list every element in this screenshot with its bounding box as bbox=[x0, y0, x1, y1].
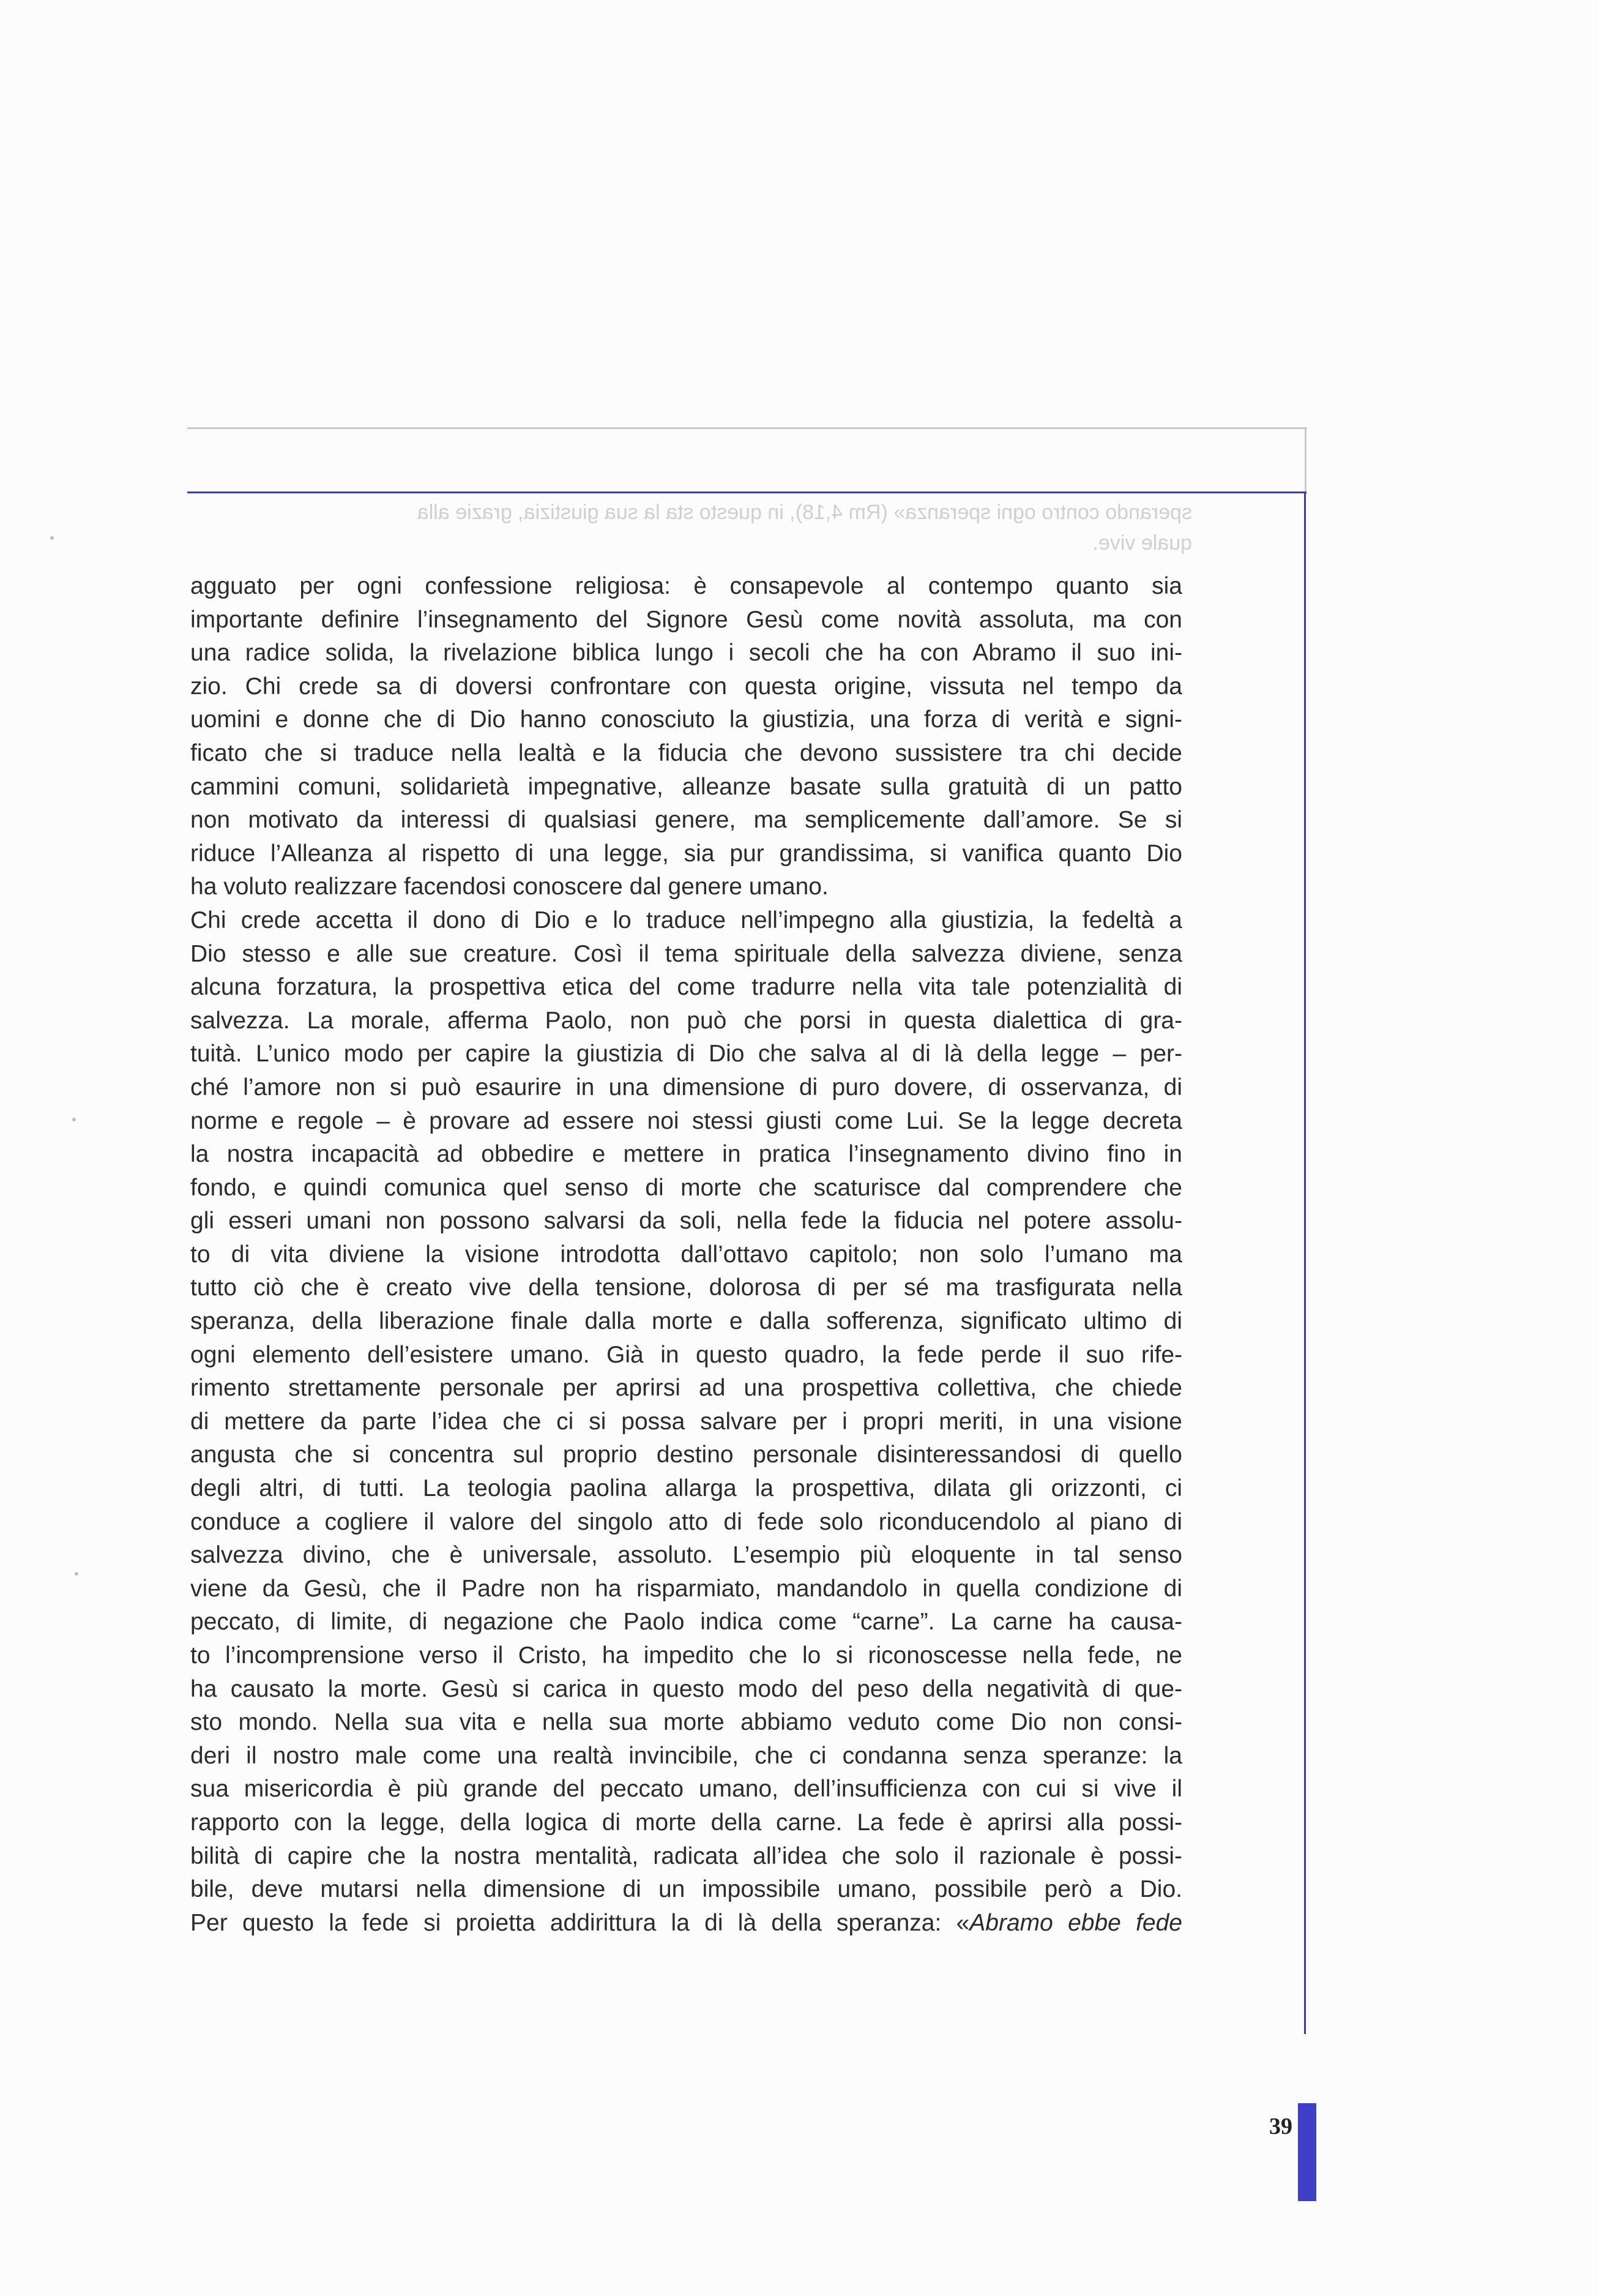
text-line: non motivato da interessi di qualsiasi genere, ma semplicemente dall’amore. Se si bbox=[190, 807, 1182, 834]
text-line: agguato per ogni confessione religiosa: è consapevole al contempo quanto sia bbox=[190, 573, 1182, 599]
text-line: norme e regole – è provare ad essere noi stessi giusti come Lui. Se la legge decreta bbox=[190, 1107, 1182, 1134]
bleed-line: quale vive. bbox=[1092, 531, 1192, 555]
text-line: salvezza. La morale, afferma Paolo, non può che porsi in questa dialettica di gra- bbox=[190, 1007, 1182, 1034]
bleed-line: sperando contro ogni speranza» (Rm 4,18), in questo sta la sua giustizia, grazie alla bbox=[417, 501, 1192, 524]
text-line: peccato, di limite, di negazione che Paolo indica come “carne”. La carne ha causa- bbox=[190, 1609, 1182, 1636]
text-line: la nostra incapacità ad obbedire e mettere in pratica l’insegnamento divino fino in bbox=[190, 1141, 1182, 1168]
text-line: bilità di capire che la nostra mentalità, radicata all’idea che solo il razionale è possi- bbox=[190, 1842, 1182, 1869]
margin-mark bbox=[72, 1118, 76, 1121]
text-line: deri il nostro male come una realtà invincibile, che ci condanna senza speranze: la bbox=[190, 1742, 1182, 1769]
text-line: ogni elemento dell’esistere umano. Già in questo quadro, la fede perde il suo rife- bbox=[190, 1341, 1182, 1368]
margin-mark bbox=[50, 536, 54, 540]
text-line: ha voluto realizzare facendosi conoscere dal genere umano. bbox=[190, 873, 829, 900]
text-line: Chi crede accetta il dono di Dio e lo traduce nell’impegno alla giustizia, la fedeltà a bbox=[190, 907, 1182, 933]
text-line: sua misericordia è più grande del peccato umano, dell’insufficienza con cui si vive il bbox=[190, 1776, 1182, 1803]
text-line: ché l’amore non si può esaurire in una dimensione di puro dovere, di osservanza, di bbox=[190, 1074, 1182, 1101]
text-line: salvezza divino, che è universale, assoluto. L’esempio più eloquente in tal senso bbox=[190, 1542, 1182, 1569]
text-line: bile, deve mutarsi nella dimensione di un impossibile umano, possibile però a Dio. bbox=[190, 1876, 1182, 1903]
text-line: gli esseri umani non possono salvarsi da soli, nella fede la fiducia nel potere assolu- bbox=[190, 1208, 1182, 1235]
text-line: conduce a cogliere il valore del singolo atto di fede solo riconducendolo al piano di bbox=[190, 1508, 1182, 1535]
text-line: to l’incomprensione verso il Cristo, ha impedito che lo si riconoscesse nella fede, ne bbox=[190, 1642, 1182, 1669]
text-line: importante definire l’insegnamento del Signore Gesù come novità assoluta, ma con bbox=[190, 606, 1182, 633]
text-line: di mettere da parte l’idea che ci si possa salvare per i propri meriti, in una visione bbox=[190, 1408, 1182, 1435]
text-line: una radice solida, la rivelazione biblica lungo i secoli che ha con Abramo il suo ini- bbox=[190, 640, 1182, 667]
final-line-text: Per questo la fede si proietta addirittura la di là della speranza: « bbox=[190, 1909, 970, 1936]
text-line: speranza, della liberazione finale dalla morte e dalla sofferenza, significato ultimo di bbox=[190, 1308, 1182, 1335]
header-rule-blue bbox=[187, 492, 1306, 493]
header-rule-gray bbox=[187, 427, 1307, 429]
text-line-final bbox=[190, 1907, 1182, 1940]
text-line: degli altri, di tutti. La teologia paolina allarga la prospettiva, dilata gli orizzonti, ci bbox=[190, 1475, 1182, 1502]
body-text bbox=[190, 570, 1182, 1940]
page-number: 39 bbox=[1269, 2114, 1292, 2139]
text-line: cammini comuni, solidarietà impegnative, alleanze basate sulla gratuità di un patto bbox=[190, 773, 1182, 800]
text-line: rimento strettamente personale per aprirsi ad una prospettiva collettiva, che chiede bbox=[190, 1375, 1182, 1402]
text-line: uomini e donne che di Dio hanno conosciuto la giustizia, una forza di verità e signi- bbox=[190, 706, 1182, 733]
text-line: zio. Chi crede sa di doversi confrontare con questa origine, vissuta nel tempo da bbox=[190, 673, 1182, 700]
text-line: alcuna forzatura, la prospettiva etica del come tradurre nella vita tale potenzialità di bbox=[190, 974, 1182, 1001]
text-line: angusta che si concentra sul proprio destino personale disinteressandosi di quello bbox=[190, 1442, 1182, 1468]
text-line: rapporto con la legge, della logica di morte della carne. La fede è aprirsi alla possi- bbox=[190, 1809, 1182, 1836]
text-line: viene da Gesù, che il Padre non ha risparmiato, mandandolo in quella condizione di bbox=[190, 1575, 1182, 1602]
text-line: tuità. L’unico modo per capire la giustizia di Dio che salva al di là della legge – per- bbox=[190, 1041, 1182, 1068]
text-line: tutto ciò che è creato vive della tensione, dolorosa di per sé ma trasfigurata nella bbox=[190, 1274, 1182, 1301]
margin-mark bbox=[75, 1572, 78, 1576]
page-edge-tab bbox=[1298, 2103, 1316, 2201]
text-line: fondo, e quindi comunica quel senso di morte che scaturisce dal comprendere che bbox=[190, 1174, 1182, 1201]
final-line-italic: Abramo ebbe fede bbox=[969, 1909, 1182, 1936]
bleed-through-text bbox=[188, 497, 1192, 558]
text-line: ficato che si traduce nella lealtà e la fiducia che devono sussistere tra chi decide bbox=[190, 739, 1182, 766]
margin-rule-blue bbox=[1304, 492, 1306, 2034]
text-line: Dio stesso e alle sue creature. Così il tema spirituale della salvezza diviene, senza bbox=[190, 940, 1182, 967]
text-line: sto mondo. Nella sua vita e nella sua morte abbiamo veduto come Dio non consi- bbox=[190, 1709, 1182, 1736]
text-line: to di vita diviene la visione introdotta dall’ottavo capitolo; non solo l’umano ma bbox=[190, 1241, 1182, 1268]
text-line: ha causato la morte. Gesù si carica in questo modo del peso della negatività di que- bbox=[190, 1675, 1182, 1702]
text-line: riduce l’Alleanza al rispetto di una legge, sia pur grandissima, si vanifica quanto Dio bbox=[190, 840, 1182, 867]
header-rule-gray-side bbox=[1305, 427, 1306, 495]
